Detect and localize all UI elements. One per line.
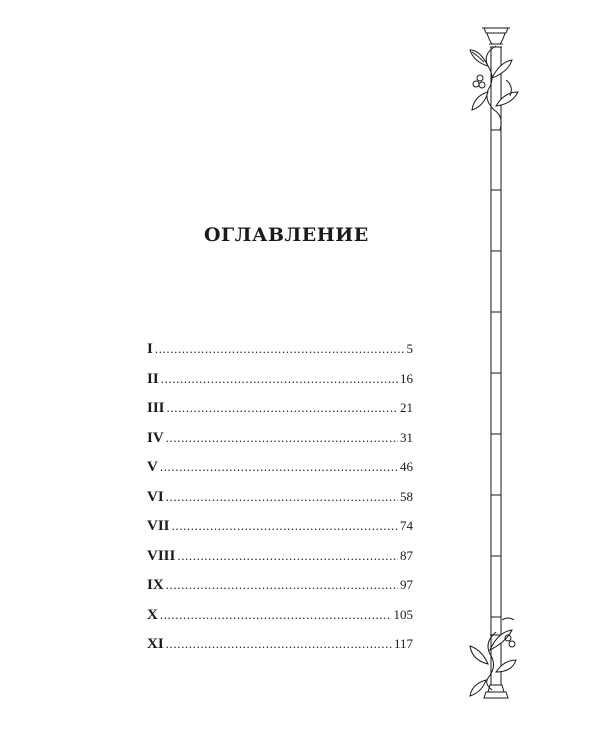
dot-leader bbox=[161, 371, 398, 387]
chapter-number: IV bbox=[147, 429, 164, 446]
page-number: 117 bbox=[393, 636, 413, 651]
chapter-number: I bbox=[147, 341, 153, 357]
dot-leader bbox=[166, 430, 398, 446]
toc-entry bbox=[147, 607, 413, 637]
page-title: ОГЛАВЛЕНИЕ bbox=[204, 224, 369, 246]
dot-leader bbox=[160, 459, 398, 475]
page-number: 105 bbox=[393, 606, 413, 622]
dot-leader bbox=[172, 518, 398, 534]
chapter-number: VI bbox=[147, 488, 164, 505]
table-of-contents bbox=[147, 341, 413, 666]
chapter-number: VII bbox=[147, 518, 170, 534]
toc-entry bbox=[147, 548, 413, 578]
dot-leader bbox=[167, 400, 398, 416]
toc-entry bbox=[147, 400, 413, 430]
page-number: 74 bbox=[400, 518, 413, 533]
toc-entry bbox=[147, 489, 413, 519]
page-number: 87 bbox=[400, 547, 413, 563]
chapter-number: VIII bbox=[147, 547, 176, 564]
dot-leader bbox=[166, 636, 392, 652]
chapter-number: XI bbox=[147, 636, 164, 652]
vine-column-ornament-icon bbox=[462, 20, 532, 712]
toc-entry bbox=[147, 577, 413, 607]
toc-entry bbox=[147, 459, 413, 489]
chapter-number: V bbox=[147, 459, 158, 475]
dot-leader bbox=[160, 607, 392, 623]
page-number: 46 bbox=[400, 459, 413, 474]
dot-leader bbox=[155, 341, 405, 357]
dot-leader bbox=[166, 577, 398, 593]
toc-entry bbox=[147, 518, 413, 548]
page-number: 5 bbox=[406, 341, 413, 356]
dot-leader bbox=[177, 548, 398, 564]
page-number: 31 bbox=[400, 429, 413, 445]
page-number: 21 bbox=[400, 400, 413, 415]
toc-entry bbox=[147, 430, 413, 460]
dot-leader bbox=[166, 489, 398, 505]
chapter-number: IX bbox=[147, 577, 164, 593]
toc-entry bbox=[147, 636, 413, 666]
page-number: 97 bbox=[400, 577, 413, 592]
toc-entry bbox=[147, 341, 413, 371]
chapter-number: X bbox=[147, 606, 158, 623]
chapter-number: III bbox=[147, 400, 165, 416]
page-number: 16 bbox=[400, 370, 413, 386]
page-number: 58 bbox=[400, 488, 413, 504]
chapter-number: II bbox=[147, 370, 159, 387]
toc-entry bbox=[147, 371, 413, 401]
